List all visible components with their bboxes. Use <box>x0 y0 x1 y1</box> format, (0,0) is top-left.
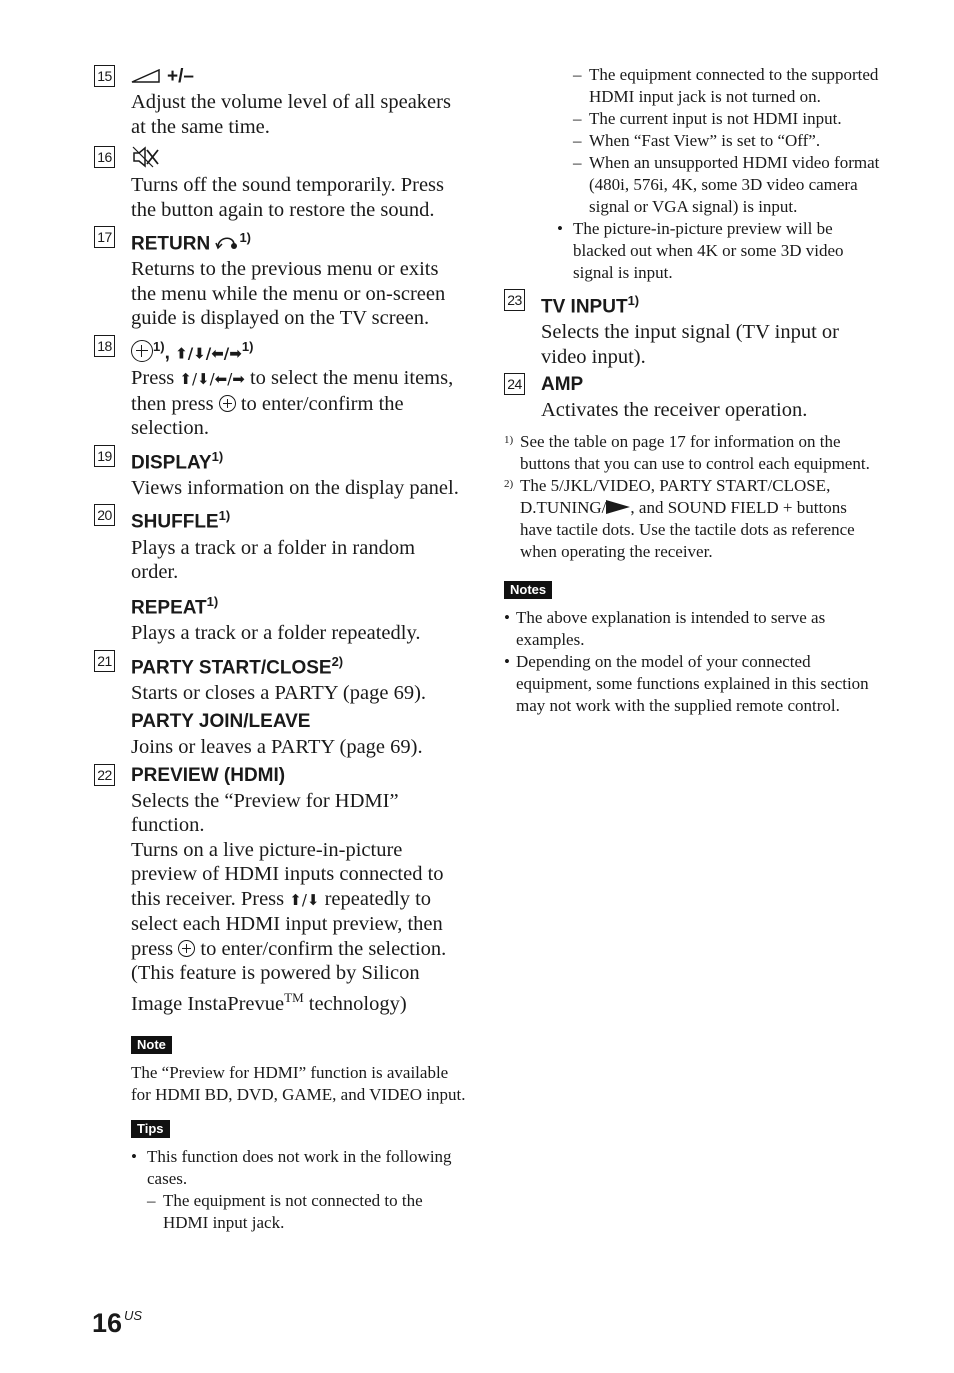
enter-circle-icon <box>178 940 195 957</box>
item-18 <box>94 334 466 441</box>
tips-badge: Tips <box>131 1120 170 1138</box>
item-heading: AMP <box>541 374 584 396</box>
notes-badge: Notes <box>504 581 552 599</box>
item-description: Activates the receiver operation. <box>541 399 808 422</box>
right-column <box>504 64 882 717</box>
bullet-mark: • <box>504 651 510 671</box>
footnote-ref: 1) <box>218 508 231 524</box>
footnote-text: See the table on page 17 for information on the buttons that you can use to control each equipment. <box>520 431 870 473</box>
footnote-2 <box>504 475 882 563</box>
item-subheading <box>131 589 466 621</box>
dash-mark: – <box>573 153 582 172</box>
trademark: TM <box>284 989 304 1005</box>
page-number-value: 16 <box>92 1308 123 1338</box>
note-badge: Note <box>131 1036 172 1054</box>
item-heading <box>131 64 466 90</box>
footnote-ref: 1) <box>627 293 640 308</box>
tips-continued <box>504 64 882 284</box>
item-17 <box>94 225 466 331</box>
item-heading <box>131 444 466 476</box>
item-heading <box>131 225 466 257</box>
item-heading <box>131 145 466 173</box>
item-heading <box>131 334 466 366</box>
item-description: Turns off the sound temporarily. Press the button again to restore the sound. <box>131 174 444 221</box>
item-heading: PREVIEW (HDMI) <box>131 764 286 786</box>
item-label: TV INPUT <box>541 296 628 318</box>
footnote-ref: 2) <box>331 653 344 669</box>
item-label: SHUFFLE <box>131 511 219 533</box>
item-heading <box>131 503 466 535</box>
item-description: Plays a track or a folder in random order. <box>131 536 416 584</box>
bullet-text: The above explanation is intended to serve as examples. <box>516 607 826 649</box>
tips-dash-item <box>573 130 882 152</box>
tips-dash-item <box>147 1190 466 1234</box>
bullet-text: The picture-in-picture preview will be blacked out when 4K or some 3D video signal is input. <box>573 219 844 282</box>
tips-bullet <box>557 218 882 284</box>
tips-dash-item <box>573 108 882 130</box>
tips-dash-item <box>573 152 882 218</box>
desc-part: Press <box>131 367 180 390</box>
item-label: DISPLAY <box>131 451 212 473</box>
item-label: +/– <box>167 66 194 87</box>
item-description <box>131 366 466 441</box>
item-number: 21 <box>94 650 115 672</box>
dash-text: The current input is not HDMI input. <box>589 109 842 128</box>
play-triangle-icon <box>606 500 630 514</box>
item-number: 19 <box>94 445 115 467</box>
enter-circle-icon <box>219 395 236 412</box>
footnote-ref: 1) <box>239 230 252 245</box>
item-label: RETURN <box>131 233 211 255</box>
item-23 <box>504 288 882 369</box>
volume-ramp-icon <box>131 69 161 83</box>
dash-mark: – <box>147 1191 156 1211</box>
enter-circle-icon <box>131 340 153 362</box>
item-15 <box>94 64 466 139</box>
item-number: 22 <box>94 764 115 786</box>
item-label: PARTY START/CLOSE <box>131 656 332 678</box>
notes-bullet <box>504 607 882 651</box>
dash-mark: – <box>573 109 582 128</box>
footnote-1 <box>504 431 882 475</box>
desc-part: to select the menu items, then press <box>131 367 454 415</box>
item-label: REPEAT <box>131 597 207 619</box>
footnote-text: The 5/JKL/VIDEO, PARTY START/CLOSE, D.TUNING/ <box>520 475 831 517</box>
desc-part: to enter/confirm the selection. (This feature is powered by Silicon Image InstaPrevue <box>131 937 447 1015</box>
desc-part: Turns on a live picture-in-picture preview of HDMI inputs connected to this receiver. Press <box>131 838 444 910</box>
item-subheading: PARTY JOIN/LEAVE <box>131 711 311 733</box>
item-description: Views information on the display panel. <box>131 476 459 499</box>
footnotes <box>504 431 882 563</box>
bullet-mark: • <box>504 607 510 627</box>
footnote-ref: 1) <box>153 338 165 354</box>
desc-part: technology) <box>303 992 407 1015</box>
item-description: Starts or closes a PARTY (page 69). <box>131 681 427 704</box>
item-21 <box>94 649 466 760</box>
footnote-ref: 1) <box>211 448 224 464</box>
tips-bullet <box>131 1146 466 1190</box>
note-text: The “Preview for HDMI” function is available for HDMI BD, DVD, GAME, and VIDEO input. <box>131 1063 466 1105</box>
page-number-suffix: US <box>124 1308 143 1323</box>
item-heading <box>131 649 466 681</box>
footnote-text: , and SOUND FIELD + buttons have tactile dots. Use the tactile dots as reference when operating the receiver. <box>520 497 855 561</box>
item-20 <box>94 503 466 645</box>
notes-list <box>504 607 882 717</box>
item-number: 18 <box>94 335 115 357</box>
arrow-keys-inline: ⬆/⬇/⬅/➡ <box>179 370 245 389</box>
dash-text: The equipment is not connected to the HDMI input jack. <box>163 1191 423 1233</box>
item-description: Selects the input signal (TV input or video input). <box>541 321 839 368</box>
item-description: Selects the “Preview for HDMI” function. <box>131 789 399 837</box>
item-number: 20 <box>94 504 115 526</box>
dash-text: When “Fast View” is set to “Off”. <box>589 131 821 150</box>
item-16 <box>94 145 466 222</box>
return-icon <box>215 233 239 251</box>
footnote-ref: 1) <box>206 593 219 609</box>
dash-mark: – <box>573 131 582 150</box>
item-description: Adjust the volume level of all speakers at the same time. <box>131 91 451 138</box>
left-column <box>94 64 466 1234</box>
footnote-mark: 2) <box>504 477 514 490</box>
page-number <box>92 1308 142 1339</box>
item-heading <box>541 288 882 320</box>
item-description: Plays a track or a folder repeatedly. <box>131 622 421 645</box>
arrow-keys-label: ⬆/⬇/⬅/➡ <box>175 344 242 363</box>
mute-icon <box>131 145 161 169</box>
item-number: 17 <box>94 226 115 248</box>
dash-mark: – <box>573 65 582 84</box>
notes-bullet <box>504 651 882 717</box>
bullet-text: This function does not work in the following cases. <box>147 1147 452 1189</box>
item-number: 16 <box>94 146 115 168</box>
item-number: 24 <box>504 373 525 395</box>
item-number: 15 <box>94 65 115 87</box>
item-description: Returns to the previous menu or exits the menu while the menu or on-screen guide is displayed on the TV screen. <box>131 258 446 330</box>
item-19 <box>94 444 466 501</box>
item-number: 23 <box>504 289 525 311</box>
desc-part: repeatedly to select each HDMI input preview, then press <box>131 887 443 960</box>
dash-text: The equipment connected to the supported HDMI input jack is not turned on. <box>589 65 879 106</box>
item-24 <box>504 372 882 423</box>
bullet-text: Depending on the model of your connected equipment, some functions explained in this section may not work with the supplied remote control. <box>516 651 869 715</box>
footnote-mark: 1) <box>504 433 514 446</box>
tips-dash-item <box>573 64 882 108</box>
item-22 <box>94 763 466 1234</box>
footnote-ref: 1) <box>241 338 254 354</box>
bullet-mark: • <box>131 1147 137 1167</box>
item-description <box>131 838 466 1016</box>
dash-text: When an unsupported HDMI video format (480i, 576i, 4K, some 3D video camera signal or VGA signal) is input. <box>589 153 880 216</box>
bullet-mark: • <box>557 219 563 238</box>
desc-part: to enter/confirm the selection. <box>131 392 404 440</box>
item-description: Joins or leaves a PARTY (page 69). <box>131 736 423 759</box>
separator: , <box>164 342 176 364</box>
arrow-keys-inline: ⬆/⬇ <box>289 890 320 909</box>
